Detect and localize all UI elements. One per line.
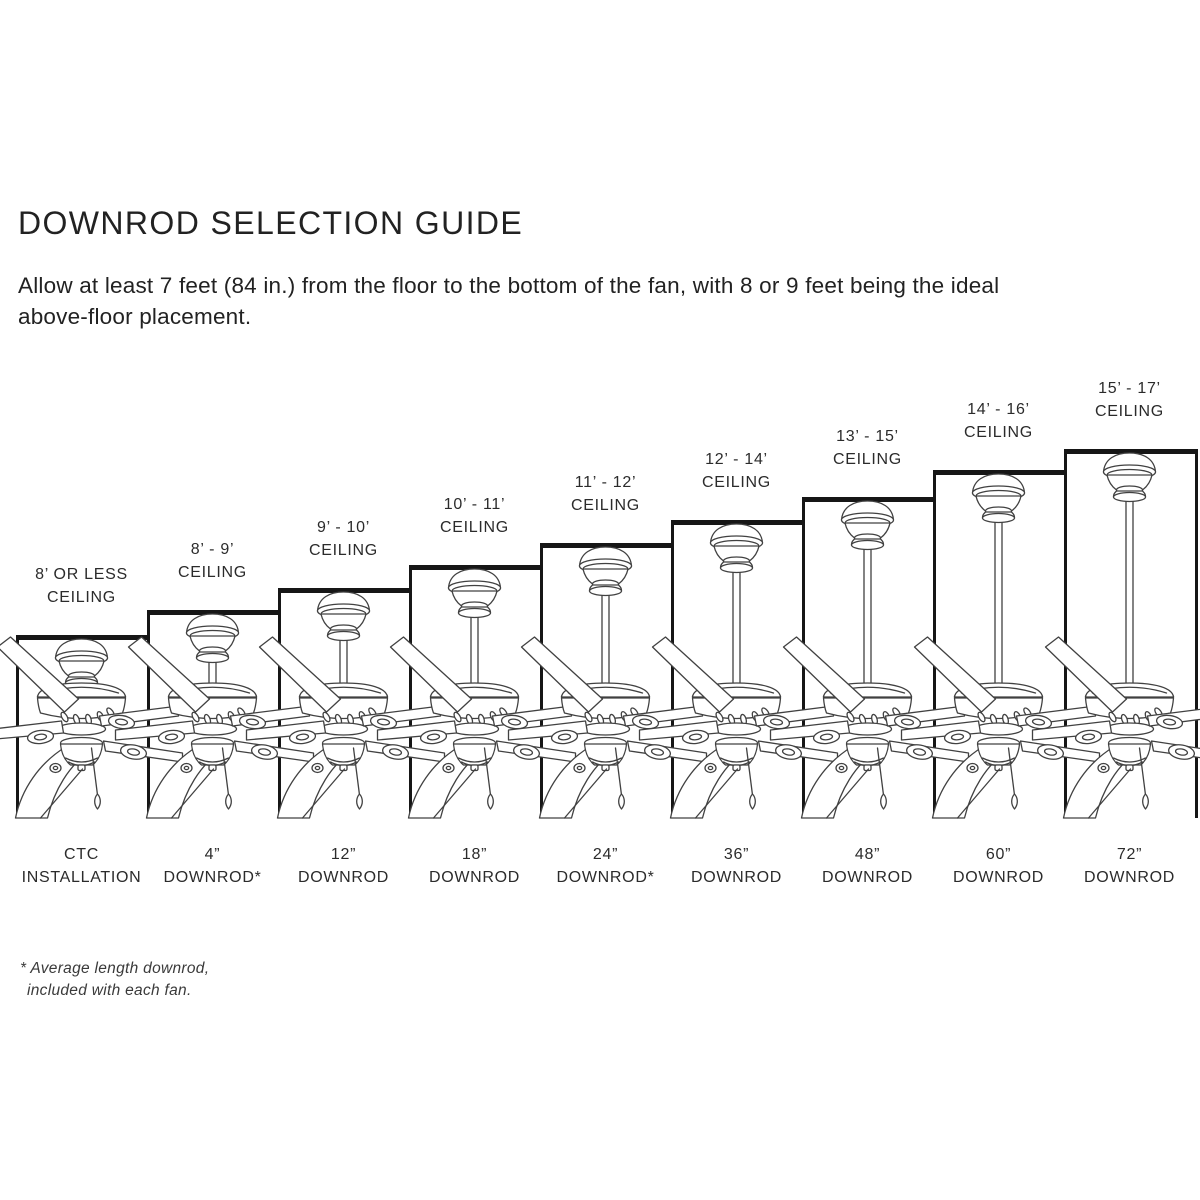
footnote-line-2: included with each fan. <box>27 982 192 999</box>
ceiling-range: 15’ - 17’ <box>1098 380 1161 397</box>
ceiling-height-label <box>802 425 933 471</box>
ceiling-range: 13’ - 15’ <box>836 428 899 445</box>
ceiling-range: 12’ - 14’ <box>705 451 768 468</box>
fan-illustration <box>1033 453 1200 818</box>
downrod-size: 24” <box>592 846 619 863</box>
downrod-length-label <box>409 843 540 889</box>
downrod-size: 18” <box>461 846 488 863</box>
ceiling-word: CEILING <box>702 474 771 491</box>
ceiling-height-label <box>1064 377 1195 423</box>
fan-illustration <box>509 547 707 818</box>
downrod-length-label <box>147 843 278 889</box>
fan-illustration <box>902 474 1100 818</box>
downrod-word: DOWNROD <box>690 869 783 886</box>
ceiling-height-label <box>540 471 671 517</box>
ceiling-height-label <box>671 448 802 494</box>
ceiling-range: 10’ - 11’ <box>443 496 506 513</box>
downrod-size: 72” <box>1116 846 1143 863</box>
downrod-length-label <box>540 843 671 889</box>
downrod-word: DOWNROD* <box>556 869 655 886</box>
ceiling-height-label <box>16 563 147 609</box>
ceiling-word: CEILING <box>1095 403 1164 420</box>
ceiling-word: CEILING <box>440 519 509 536</box>
intro-line-1: Allow at least 7 feet (84 in.) from the floor to the bottom of the fan, with 8 or 9 feet being the ideal <box>18 273 1000 298</box>
downrod-length-label <box>671 843 802 889</box>
ceiling-height-label <box>147 538 278 584</box>
page-title: DOWNROD SELECTION GUIDE <box>18 205 524 241</box>
downrod-word: DOWNROD <box>952 869 1045 886</box>
downrod-length-label <box>1064 843 1195 889</box>
ceiling-height-label <box>933 398 1064 444</box>
downrod-word: DOWNROD* <box>163 869 262 886</box>
ceiling-range: 14’ - 16’ <box>967 401 1030 418</box>
downrod-word: DOWNROD <box>1083 869 1176 886</box>
downrod-size: CTC <box>64 846 99 863</box>
downrod-size: 4” <box>204 846 221 863</box>
downrod-length-label <box>802 843 933 889</box>
downrod-size: 48” <box>854 846 881 863</box>
ceiling-range: 8’ OR LESS <box>35 566 128 583</box>
ceiling-height-label <box>409 493 540 539</box>
downrod-length-label <box>278 843 409 889</box>
ceiling-range: 9’ - 10’ <box>316 519 371 536</box>
intro-line-2: above-floor placement. <box>18 304 252 329</box>
downrod-length-label <box>933 843 1064 889</box>
downrod-word: DOWNROD <box>297 869 390 886</box>
fan-illustration <box>247 592 445 818</box>
downrod-size: 12” <box>330 846 357 863</box>
ceiling-word: CEILING <box>833 451 902 468</box>
ceiling-word: CEILING <box>178 564 247 581</box>
downrod-size: 60” <box>985 846 1012 863</box>
ceiling-range: 11’ - 12’ <box>574 474 637 491</box>
ceiling-range: 8’ - 9’ <box>190 541 235 558</box>
ceiling-word: CEILING <box>571 497 640 514</box>
ceiling-height-label <box>278 516 409 562</box>
ceiling-word: CEILING <box>47 589 116 606</box>
fan-illustration <box>378 569 576 818</box>
ceiling-word: CEILING <box>964 424 1033 441</box>
downrod-word: DOWNROD <box>821 869 914 886</box>
downrod-length-label <box>16 843 147 889</box>
downrod-word: INSTALLATION <box>21 869 142 886</box>
downrod-word: DOWNROD <box>428 869 521 886</box>
ceiling-word: CEILING <box>309 542 378 559</box>
downrod-size: 36” <box>723 846 750 863</box>
footnote-line-1: * Average length downrod, <box>20 960 210 977</box>
